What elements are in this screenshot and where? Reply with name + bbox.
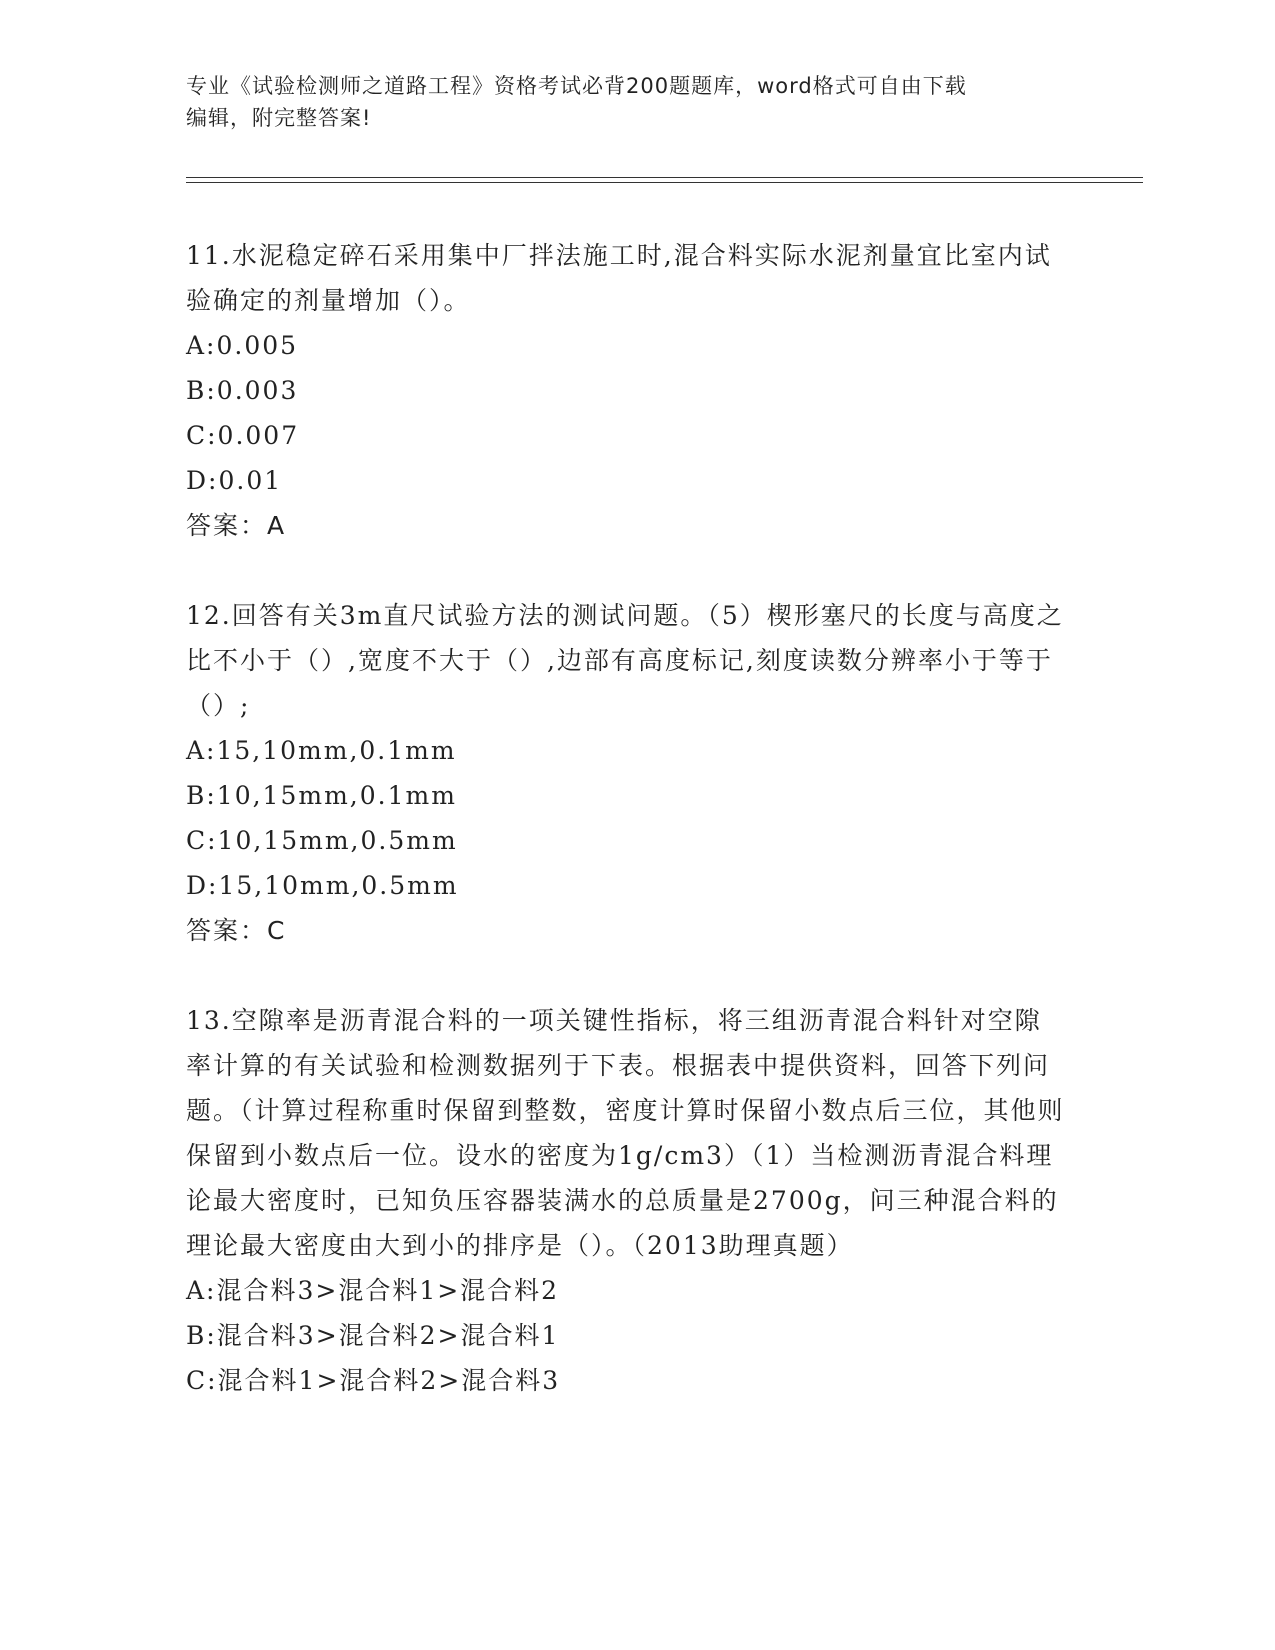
option-b: B:10,15mm,0.1mm: [186, 781, 457, 810]
option-a: A:0.005: [186, 331, 299, 360]
option-c: C:10,15mm,0.5mm: [186, 826, 458, 855]
option-a: A:混合料3>混合料1>混合料2: [186, 1276, 560, 1305]
option-b: B:0.003: [186, 376, 299, 405]
document-header: [186, 70, 1066, 134]
question-stem: 13.空隙率是沥青混合料的一项关键性指标，将三组沥青混合料针对空隙率计算的有关试验和检测数据列于下表。根据表中提供资料，回答下列问题。（计算过程称重时保留到整数，密度计算时保留小数点后三位，其他则保留到小数点后一位。设水的密度为1g/cm3）（1）当检测沥青混合料理论最大密度时，已知负压容器装满水的总质量是2700g，问三种混合料的理论最大密度由大到小的排序是（）。（2013助理真题）: [186, 1006, 1065, 1260]
option-c: C:混合料1>混合料2>混合料3: [186, 1366, 561, 1395]
question-stem: 11.水泥稳定碎石采用集中厂拌法施工时,混合料实际水泥剂量宜比室内试验确定的剂量增加（）。: [186, 241, 1052, 315]
header-divider-top: [186, 177, 1143, 178]
header-line-2: 编辑，附完整答案!: [186, 106, 372, 130]
question-list: [186, 233, 1066, 1403]
option-a: A:15,10mm,0.1mm: [186, 736, 457, 765]
header-divider-bottom: [186, 182, 1143, 183]
option-d: D:15,10mm,0.5mm: [186, 871, 459, 900]
option-c: C:0.007: [186, 421, 300, 450]
option-d: D:0.01: [186, 466, 283, 495]
question-stem: 12.回答有关3m直尺试验方法的测试问题。（5）楔形塞尺的长度与高度之比不小于（）,宽度不大于（）,边部有高度标记,刻度读数分辨率小于等于（）;: [186, 601, 1064, 720]
header-line-1: 专业《试验检测师之道路工程》资格考试必背200题题库，word格式可自由下载: [186, 74, 967, 98]
answer: 答案：C: [186, 916, 287, 945]
option-b: B:混合料3>混合料2>混合料1: [186, 1321, 560, 1350]
spacer: [186, 548, 1066, 593]
question-11: [186, 233, 1066, 548]
question-12: [186, 593, 1066, 953]
answer: 答案：A: [186, 511, 287, 540]
question-13: [186, 998, 1066, 1403]
spacer: [186, 953, 1066, 998]
